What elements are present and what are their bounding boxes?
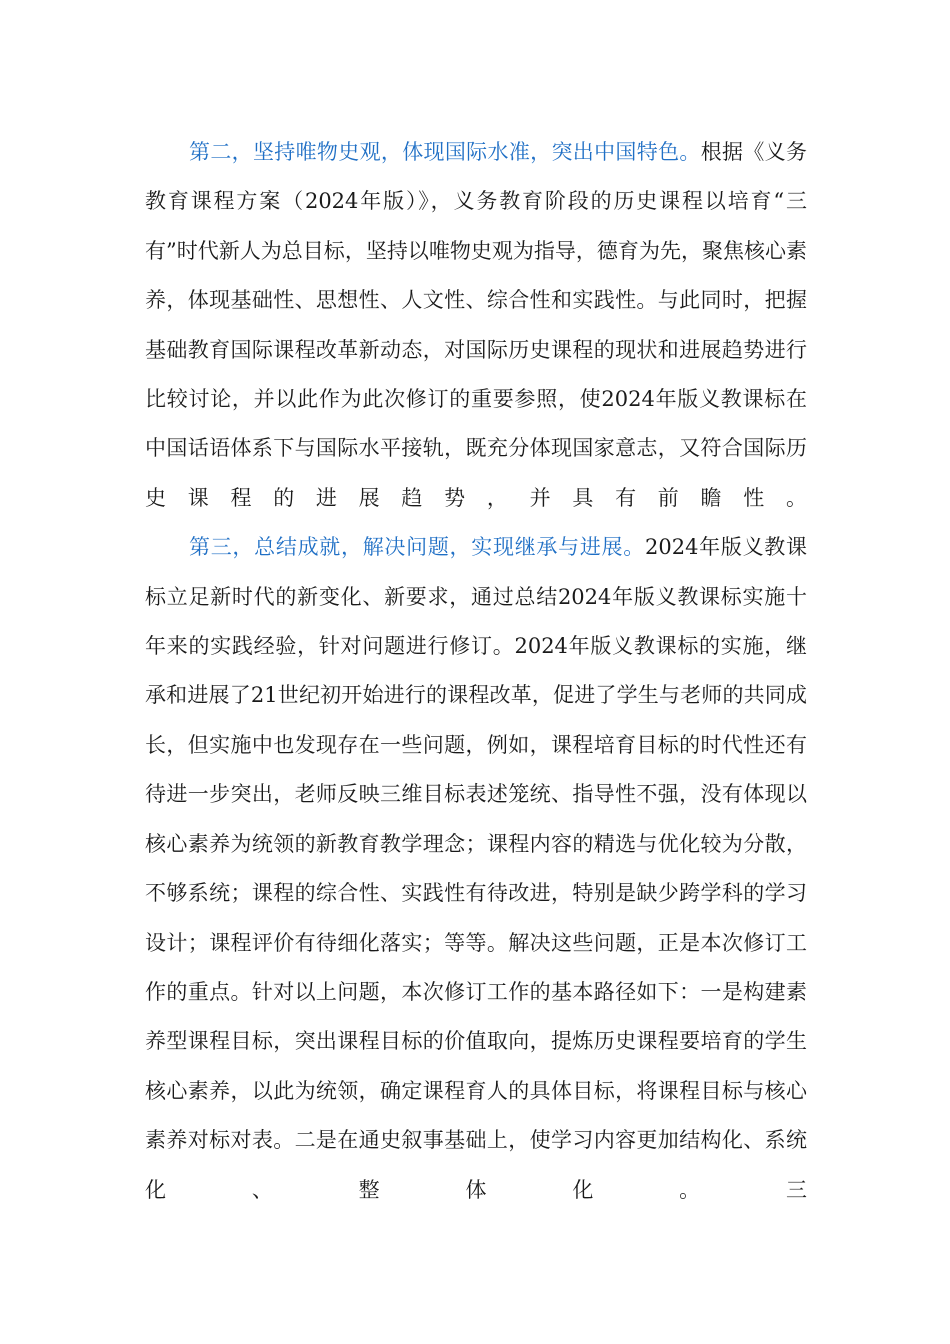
paragraph-heading: 第二，坚持唯物史观，体现国际水准，突出中国特色。 [189, 140, 701, 164]
paragraph-body: 根据《义务教育课程方案（2024年版）》，义务教育阶段的历史课程以培育“三有”时代新人为总目标，坚持以唯物史观为指导，德育为先，聚焦核心素养，体现基础性、思想性、人文性、综合性和实践性。与此同时，把握基础教育国际课程改革新动态，对国际历史课程的现状和进展趋势进行比较讨论，并以此作为此次修订的重要参照，使2024年版义教课标在中国话语体系下与国际水平接轨，既充分体现国家意志，又符合国际历史课程的进展趋势，并具有前瞻性。 [145, 140, 808, 510]
document-body [145, 128, 807, 1215]
paragraph-second-principle [145, 128, 807, 523]
paragraph-body: 2024年版义教课标立足新时代的新变化、新要求，通过总结2024年版义教课标实施十年来的实践经验，针对问题进行修订。2024年版义教课标的实施，继承和进展了21世纪初开始进行的课程改革，促进了学生与老师的共同成长，但实施中也发现存在一些问题，例如，课程培育目标的时代性还有待进一步突出，老师反映三维目标表述笼统、指导性不强，没有体现以核心素养为统领的新教育教学理念；课程内容的精选与优化较为分散，不够系统；课程的综合性、实践性有待改进，特别是缺少跨学科的学习设计；课程评价有待细化落实；等等。解决这些问题，正是本次修订工作的重点。针对以上问题，本次修订工作的基本路径如下：一是构建素养型课程目标，突出课程目标的价值取向，提炼历史课程要培育的学生核心素养，以此为统领，确定课程育人的具体目标，将课程目标与核心素养对标对表。二是在通史叙事基础上，使学习内容更加结构化、系统化、整体化。三 [145, 535, 807, 1202]
paragraph-third-principle [145, 523, 807, 1215]
paragraph-heading: 第三，总结成就，解决问题，实现继承与进展。 [189, 535, 645, 560]
